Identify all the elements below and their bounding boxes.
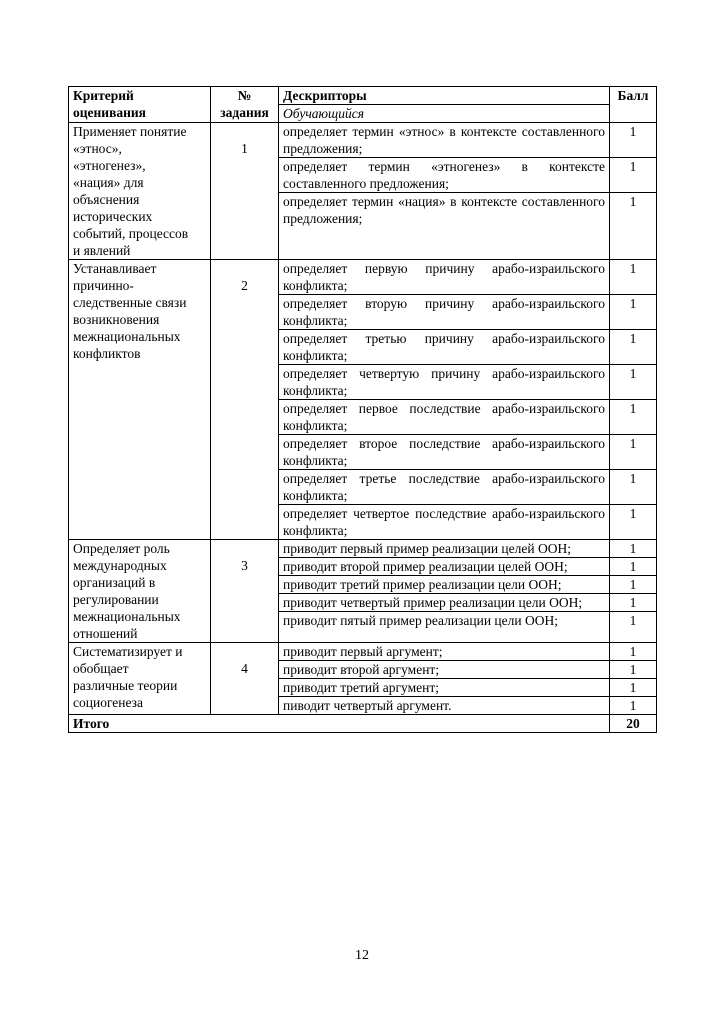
score-value: 1 [629, 194, 637, 209]
rubric-body [69, 123, 657, 715]
criterion-line: обобщает [73, 661, 129, 676]
scores-cell [610, 123, 657, 260]
criterion-line: Применяет понятие [73, 124, 187, 139]
descriptor-item: приводит третий аргумент; [279, 679, 609, 697]
header-task-line2: задания [220, 105, 269, 120]
total-label: Итого [69, 715, 610, 733]
descriptor-item: приводит первый пример реализации целей ООН; [279, 540, 609, 558]
score-value: 1 [610, 558, 656, 576]
header-criterion-line1: Критерий [73, 88, 134, 103]
descriptor-item: определяет термин «этногенез» в контексте составленного предложения; [279, 158, 609, 193]
criterion-line: различные теории [73, 678, 178, 693]
descriptor-item: приводит второй аргумент; [279, 661, 609, 679]
criterion-line: возникновения [73, 312, 160, 327]
header-score: Балл [610, 87, 657, 123]
descriptor-item: приводит пятый пример реализации цели ООН; [283, 613, 558, 628]
descriptor-item: определяет первую причину арабо-израильского конфликта; [279, 260, 609, 295]
descriptor-item: приводит третий пример реализации цели ООН; [279, 576, 609, 594]
task-number: 3 [211, 540, 279, 643]
score-value: 1 [610, 295, 656, 330]
descriptor-item: определяет вторую причину арабо-израильского конфликта; [279, 295, 609, 330]
descriptors-cell [279, 643, 610, 715]
descriptor-item: пиводит четвертый аргумент. [283, 698, 452, 713]
criterion-line: «этнос», [73, 141, 122, 156]
criterion-line: межнациональных [73, 609, 181, 624]
score-value: 1 [629, 506, 637, 521]
criterion-line: причинно- [73, 278, 134, 293]
descriptor-item: приводит четвертый пример реализации цели ООН; [279, 594, 609, 612]
score-value: 1 [610, 576, 656, 594]
criterion-group-row [69, 643, 657, 715]
scores-cell [610, 540, 657, 643]
score-value: 1 [610, 365, 656, 400]
criterion-line: межнациональных [73, 329, 181, 344]
score-value: 1 [610, 540, 656, 558]
criterion-line: Устанавливает [73, 261, 157, 276]
criterion-line: объяснения [73, 192, 140, 207]
score-value: 1 [610, 260, 656, 295]
header-criterion [69, 87, 211, 123]
scores-cell [610, 643, 657, 715]
criterion-line: «нация» для [73, 175, 144, 190]
score-value: 1 [610, 158, 656, 193]
descriptor-item: определяет второе последствие арабо-израильского конфликта; [279, 435, 609, 470]
page-number: 12 [355, 948, 369, 963]
score-value: 1 [629, 698, 637, 713]
criterion-line: конфликтов [73, 346, 141, 361]
criterion-line: и явлений [73, 243, 131, 258]
header-descriptors [279, 87, 610, 123]
score-value: 1 [610, 594, 656, 612]
score-value: 1 [610, 123, 656, 158]
criterion-line: Определяет роль [73, 541, 170, 556]
criterion-line: исторических [73, 209, 153, 224]
total-row [69, 715, 657, 733]
descriptors-cell [279, 540, 610, 643]
criterion-line: регулировании [73, 592, 159, 607]
header-criterion-line2: оценивания [73, 105, 146, 120]
descriptor-item: приводит первый аргумент; [279, 643, 609, 661]
criterion-group-row [69, 540, 657, 643]
descriptors-cell [279, 260, 610, 540]
descriptor-item: определяет четвертое последствие арабо-израильского конфликта; [283, 506, 605, 538]
score-value: 1 [610, 661, 656, 679]
score-value: 1 [610, 435, 656, 470]
criterion-line: социогенеза [73, 695, 143, 710]
criterion-line: следственные связи [73, 295, 187, 310]
task-number: 1 [211, 123, 279, 260]
criterion-line: отношений [73, 626, 138, 641]
criterion-group-row [69, 123, 657, 260]
criterion-line: организаций в [73, 575, 156, 590]
assessment-rubric-table [68, 86, 657, 733]
descriptor-item: приводит второй пример реализации целей ООН; [279, 558, 609, 576]
descriptor-item: определяет термин «этнос» в контексте составленного предложения; [279, 123, 609, 158]
header-row [69, 87, 657, 123]
header-task-line1: № [237, 88, 252, 103]
descriptor-item: определяет четвертую причину арабо-израильского конфликта; [279, 365, 609, 400]
criterion-line: Систематизирует и [73, 644, 183, 659]
criterion-cell [69, 643, 211, 715]
criterion-cell [69, 123, 211, 260]
criterion-line: международных [73, 558, 167, 573]
descriptors-cell [279, 123, 610, 260]
criterion-cell [69, 260, 211, 540]
criterion-cell [69, 540, 211, 643]
score-value: 1 [610, 400, 656, 435]
criterion-line: «этногенез», [73, 158, 146, 173]
scores-cell [610, 260, 657, 540]
header-task [211, 87, 279, 123]
header-descriptors-title: Дескрипторы [279, 87, 609, 105]
score-value: 1 [610, 643, 656, 661]
descriptor-item: определяет термин «нация» в контексте составленного предложения; [283, 194, 605, 226]
score-value: 1 [610, 330, 656, 365]
criterion-group-row [69, 260, 657, 540]
descriptor-item: определяет третье последствие арабо-израильского конфликта; [279, 470, 609, 505]
task-number: 4 [211, 643, 279, 715]
criterion-line: событий, процессов [73, 226, 189, 241]
header-descriptors-sub: Обучающийся [283, 106, 365, 121]
score-value: 1 [610, 470, 656, 505]
task-number: 2 [211, 260, 279, 540]
score-value: 1 [610, 679, 656, 697]
score-value: 1 [629, 613, 637, 628]
descriptor-item: определяет первое последствие арабо-израильского конфликта; [279, 400, 609, 435]
descriptor-item: определяет третью причину арабо-израильского конфликта; [279, 330, 609, 365]
total-score: 20 [610, 715, 657, 733]
